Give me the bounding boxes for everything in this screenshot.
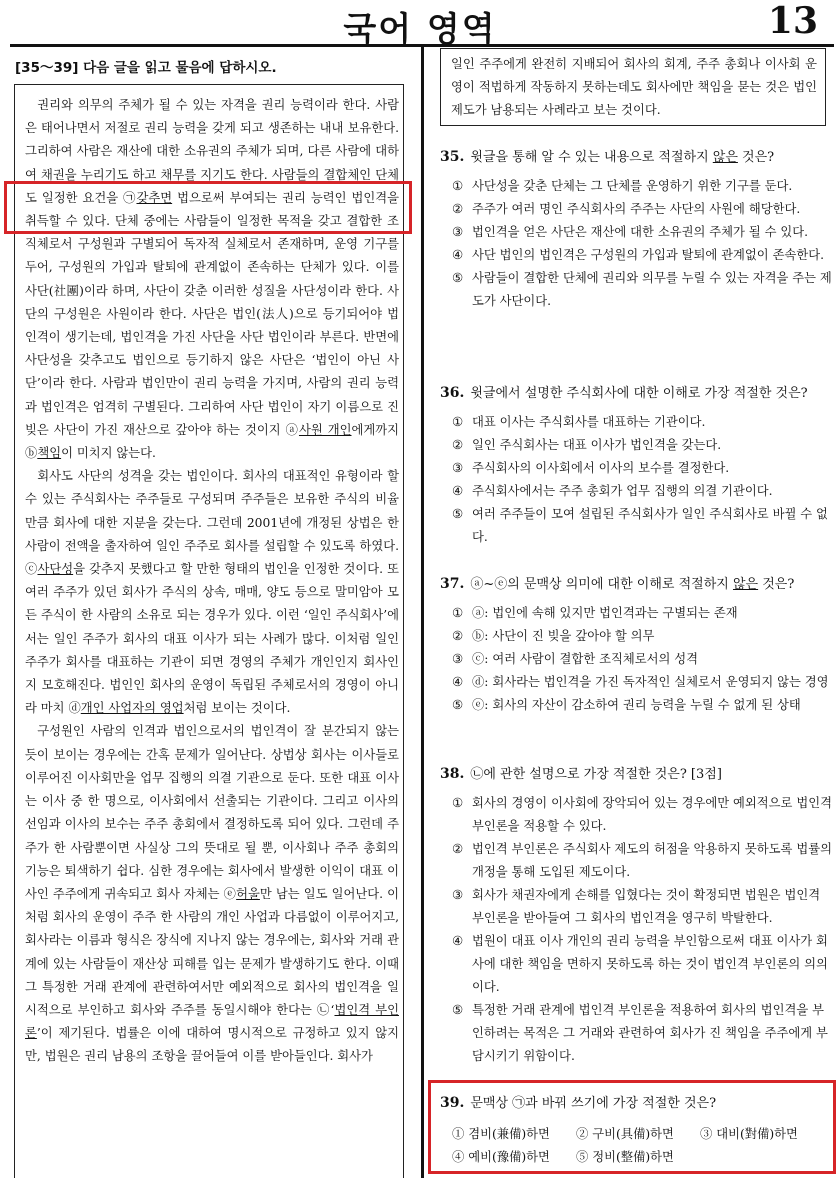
highlight-box-passage — [4, 181, 412, 234]
option-number: ⑤ — [452, 271, 464, 285]
option-number: ⑤ — [576, 1150, 589, 1164]
option-number: ⑤ — [452, 1003, 464, 1017]
passage-segment: 법으로써 부여되는 권리 능력인 법인격을 취득할 수 있다. 단체 중에는 사람들이 일정한 목적을 갖고 결합한 조직체로서 구성원과 구별되어 독자적 실체로서 존재하며, 운영 기구를 두어, 구성원의 가입과 탈퇴에 관계없이 존속하는 단체가 있다. 이를 사단(社團)이라 하며, 사단이 갖춘 이러한 성질을 사단성이라 한다. 사단의 구성원은 사원이라 한다. 사단은 법인(法人)으로 등기되어야 법인격이 생기는데, 법인격을 가진 사단을 사단 법인이라 부른다. 반면에 사단성을 갖추고도 법인으로 등기하지 않은 사단은 ‘법인이 아닌 사단’이라 한다. 사람과 법인만이 권리 능력을 가지며, 사람의 권리 능력과 법인격은 엄격히 구별된다. 그리하여 사단 법인이 자기 이름으로 진 빚은 사단이 가진 재산으로 갚아야 하는 것이지 ⓐ — [25, 190, 399, 437]
passage-segment: 에게까지 ⓑ — [25, 422, 399, 461]
question-number: 39. — [440, 1095, 465, 1111]
option-text: ⓓ: 회사라는 법인격을 가진 독자적인 실체로서 운영되지 않는 경영 — [472, 675, 829, 689]
option-text: 회사가 채권자에게 손해를 입혔다는 것이 확정되면 법원은 법인격 부인론을 받아들여 그 회사의 법인격을 영구히 박탈한다. — [472, 888, 821, 925]
underlined-term: 사원 개인 — [298, 422, 352, 437]
option-number: ① — [452, 179, 464, 193]
passage-paragraph — [25, 720, 399, 1068]
option-number: ③ — [452, 888, 464, 902]
option-text: 겸비(兼備)하면 — [468, 1127, 550, 1141]
option-5[interactable] — [452, 503, 832, 549]
option-4[interactable] — [452, 930, 832, 999]
question-number: 38. — [440, 766, 465, 782]
question-39-stem — [440, 1092, 824, 1115]
option-number: ② — [452, 629, 464, 643]
question-36-stem — [440, 382, 832, 405]
option-number: ④ — [452, 484, 464, 498]
option-number: ③ — [452, 225, 464, 239]
option-2[interactable] — [452, 838, 832, 884]
underlined-term: 개인 사업자의 영업 — [80, 701, 184, 716]
passage-paragraph — [25, 94, 399, 465]
stem-emphasis: 않은 — [712, 150, 738, 165]
option-3[interactable] — [452, 457, 832, 480]
option-number: ③ — [700, 1127, 713, 1141]
options-list — [440, 411, 832, 549]
question-38 — [440, 763, 832, 1068]
passage-segment: 만 남는 일도 일어난다. 이처럼 회사의 운영이 주주 한 사람의 개인 사업과 다름없이 이루어지고, 회사라는 이름과 형식은 장식에 지나지 않는 경우에는, 회사와 거래 관계에 있는 사람들이 재산상 피해를 입는 문제가 발생하기도 한다. 이때 그 특정한 거래 관계에 관련하여서만 예외적으로 회사의 법인격을 일시적으로 부인하고 회사와 주주를 동일시해야 한다는 ㉡‘ — [25, 886, 399, 1017]
option-text: ⓒ: 여러 사람이 결합한 조직체로서의 성격 — [472, 652, 699, 666]
question-35 — [440, 146, 832, 313]
stem-text: 윗글에서 설명한 주식회사에 대한 이해로 가장 적절한 것은? — [470, 386, 808, 401]
option-2[interactable] — [452, 625, 832, 648]
passage-segment: 이 미치지 않는다. — [61, 446, 156, 461]
question-39-options — [452, 1123, 824, 1169]
option-number: ② — [576, 1127, 589, 1141]
option-number: ① — [452, 606, 464, 620]
instruction: [35～39] 다음 글을 읽고 물음에 답하시오. — [15, 60, 277, 76]
option-text: 법인격 부인론은 주식회사 제도의 허점을 악용하지 못하도록 법률의 개정을 통해 도입된 제도이다. — [472, 842, 832, 879]
stem-text: ㉡에 관한 설명으로 가장 적절한 것은? [3점] — [470, 767, 722, 782]
page-number: 13 — [767, 0, 818, 42]
option-4[interactable] — [452, 671, 832, 694]
option-text: 법원이 대표 이사 개인의 권리 능력을 부인함으로써 대표 이사가 회사에 대한 책임을 면하지 못하도록 하는 것이 법인격 부인론의 의의이다. — [472, 934, 828, 994]
question-number: 35. — [440, 149, 465, 165]
question-39 — [440, 1092, 824, 1169]
option-text: 사단 법인의 법인격은 구성원의 가입과 탈퇴에 관계없이 존속한다. — [472, 248, 824, 262]
question-37 — [440, 573, 832, 717]
stem-text: 윗글을 통해 알 수 있는 내용으로 적절하지 — [470, 150, 713, 165]
option-text: ⓐ: 법인에 속해 있지만 법인격과는 구별되는 존재 — [472, 606, 738, 620]
option-number: ⑤ — [452, 507, 464, 521]
option-text: 사단성을 갖춘 단체는 그 단체를 운영하기 위한 기구를 둔다. — [472, 179, 793, 193]
stem-emphasis: 않은 — [732, 577, 759, 592]
section-title: 국어 영역 — [343, 10, 497, 50]
option-text: 대비(對備)하면 — [716, 1127, 798, 1141]
option-text: 예비(豫備)하면 — [468, 1150, 550, 1164]
page-header — [0, 0, 840, 50]
options-list — [440, 175, 832, 313]
column-divider — [421, 46, 424, 1178]
passage-continuation-box — [440, 48, 826, 126]
option-number: ⑤ — [452, 698, 464, 712]
option-text: ⓑ: 사단이 진 빚을 갚아야 할 의무 — [472, 629, 655, 643]
option-text: 법인격을 얻은 사단은 재산에 대한 소유권의 주체가 될 수 있다. — [472, 225, 809, 239]
option-1[interactable] — [452, 792, 832, 838]
option-text: 사람들이 결합한 단체에 권리와 의무를 누릴 수 있는 자격을 주는 제도가 사단이다. — [472, 271, 832, 308]
option-2[interactable] — [576, 1123, 700, 1146]
question-number: 36. — [440, 385, 465, 401]
passage-segment: 처럼 보이는 것이다. — [183, 701, 291, 716]
question-number: 37. — [440, 576, 465, 592]
option-3[interactable] — [452, 884, 832, 930]
option-number: ④ — [452, 248, 464, 262]
passage-segment: 구성원인 사람의 인격과 법인으로서의 법인격이 잘 분간되지 않는 듯이 보이는 경우에는 간혹 문제가 일어난다. 상법상 회사는 이사들로 이루어진 이사회만을 업무 집행의 의결 기관으로 둔다. 또한 대표 이사는 이사 중 한 명으로, 이사회에서 선출되는 기관이다. 그리고 이사의 선임과 이사의 보수는 주주 총회에서 결정하도록 되어 있다. 그런데 주주가 한 사람뿐이면 사실상 그의 뜻대로 될 뿐, 이사회나 주주 총회의 기능은 퇴색하기 쉽다. 심한 경우에는 회사에서 발생한 이익이 대표 이사인 주주에게 귀속되고 회사 자체는 ⓔ — [25, 724, 399, 901]
option-3[interactable] — [452, 648, 832, 671]
underlined-term: 법인격 부인론 — [25, 1002, 399, 1041]
passage-segment: ’이 제기된다. 법률은 이에 대하여 명시적으로 규정하고 있지 않지만, 법원은 권리 남용의 조항을 끌어들여 이를 받아들인다. 회사가 — [25, 1026, 399, 1064]
option-text: 특정한 거래 관계에 법인격 부인론을 적용하여 회사의 법인격을 부인하려는 목적은 그 거래와 관련하여 회사가 진 책임을 주주에게 부담시키기 위함이다. — [472, 1003, 828, 1063]
option-text: 정비(整備)하면 — [592, 1150, 674, 1164]
passage-paragraph — [25, 465, 399, 720]
question-38-stem — [440, 763, 832, 786]
option-number: ② — [452, 438, 464, 452]
option-number: ④ — [452, 1150, 465, 1164]
option-text: 주식회사의 이사회에서 이사의 보수를 결정한다. — [472, 461, 730, 475]
passage-segment: 을 갖추지 못했다고 할 만한 형태의 법인을 인정한 것이다. 또 여러 주주가 있던 회사가 주식의 상속, 매매, 양도 등으로 말미암아 모든 주식이 한 사람의 소유로 되는 경우가 있다. 이런 ‘일인 주식회사’에서는 일인 주주가 회사의 대표 이사가 되는 사례가 많다. 이처럼 일인 주주가 회사를 대표하는 기관이 되면 경영의 주체가 개인인지 회사인지 모호해진다. 법인인 회사의 운영이 독립된 주체로서의 경영이 아니라 마치 ⓓ — [25, 562, 399, 716]
underlined-term: 책임 — [37, 446, 62, 461]
underlined-term: 허울 — [236, 886, 260, 901]
option-number: ③ — [452, 461, 464, 475]
option-4[interactable] — [452, 480, 832, 503]
stem-text: 문맥상 ㉠과 바꿔 쓰기에 가장 적절한 것은? — [470, 1096, 717, 1111]
underlined-term: 갖추면 — [136, 190, 173, 205]
option-1[interactable] — [452, 411, 832, 434]
option-4[interactable] — [452, 1146, 576, 1169]
passage-segment: 회사도 사단의 성격을 갖는 법인이다. 회사의 대표적인 유형이라 할 수 있는 주식회사는 주주들로 구성되며 주주들은 보유한 주식의 비율만큼 회사에 대한 지분을 갖는다. 그런데 2001년에 개정된 상법은 한 사람이 전액을 출자하여 일인 주주로 회사를 설립할 수 있도록 하였다. ⓒ — [25, 469, 399, 577]
option-text: 구비(具備)하면 — [592, 1127, 674, 1141]
option-2[interactable] — [452, 434, 832, 457]
option-text: 주식회사에서는 주주 총회가 업무 집행의 의결 기관이다. — [472, 484, 773, 498]
option-3[interactable] — [700, 1123, 798, 1146]
option-text: ⓔ: 회사의 자산이 감소하여 권리 능력을 누릴 수 없게 된 상태 — [472, 698, 801, 712]
passage-box — [14, 84, 404, 1178]
option-number: ④ — [452, 934, 464, 948]
option-number: ③ — [452, 652, 464, 666]
stem-text-end: 것은? — [758, 577, 795, 592]
option-number: ① — [452, 1127, 465, 1141]
underlined-term: 사단성 — [37, 562, 74, 577]
question-37-stem — [440, 573, 832, 596]
option-5[interactable] — [452, 267, 832, 313]
option-number: ① — [452, 796, 464, 810]
option-1[interactable] — [452, 1123, 576, 1146]
option-text: 여러 주주들이 모여 설립된 주식회사가 일인 주식회사로 바뀔 수 없다. — [472, 507, 828, 544]
option-4[interactable] — [452, 244, 832, 267]
question-36 — [440, 382, 832, 549]
option-number: ④ — [452, 675, 464, 689]
options-list — [440, 602, 832, 717]
option-text: 일인 주식회사는 대표 이사가 법인격을 갖는다. — [472, 438, 722, 452]
passage-continuation: 일인 주주에게 완전히 지배되어 회사의 회계, 주주 총회나 이사회 운영이 적법하게 작동하지 못하는데도 회사에만 책임을 묻는 것은 법인 제도가 남용되는 사례라고 보는 것이다. — [451, 57, 817, 117]
stem-text: ⓐ~ⓔ의 문맥상 의미에 대한 이해로 적절하지 — [470, 577, 733, 592]
option-2[interactable] — [452, 198, 832, 221]
option-5[interactable] — [452, 999, 832, 1068]
option-1[interactable] — [452, 602, 832, 625]
passage-segment: 권리와 의무의 주체가 될 수 있는 자격을 권리 능력이라 한다. 사람은 태어나면서 저절로 권리 능력을 갖게 되고 생존하는 내내 보유한다. 그리하여 사람은 재산에 대한 소유권의 주체가 되며, 다른 사람에 대하여 채권을 누리기도 하고 채무를 지기도 한다. 사람들의 결합체인 단체도 일정한 요건을 ㉠ — [25, 98, 399, 205]
option-5[interactable] — [576, 1146, 674, 1169]
question-35-stem — [440, 146, 832, 169]
stem-text-end: 것은? — [737, 150, 775, 165]
option-number: ② — [452, 202, 464, 216]
option-text: 대표 이사는 주식회사를 대표하는 기관이다. — [472, 415, 706, 429]
passage-text — [25, 94, 399, 1069]
option-5[interactable] — [452, 694, 832, 717]
option-3[interactable] — [452, 221, 832, 244]
option-number: ① — [452, 415, 464, 429]
options-list — [440, 792, 832, 1068]
option-number: ② — [452, 842, 464, 856]
option-text: 주주가 여러 명인 주식회사의 주주는 사단의 사원에 해당한다. — [472, 202, 801, 216]
option-1[interactable] — [452, 175, 832, 198]
option-text: 회사의 경영이 이사회에 장악되어 있는 경우에만 예외적으로 법인격 부인론을 적용할 수 있다. — [472, 796, 832, 833]
